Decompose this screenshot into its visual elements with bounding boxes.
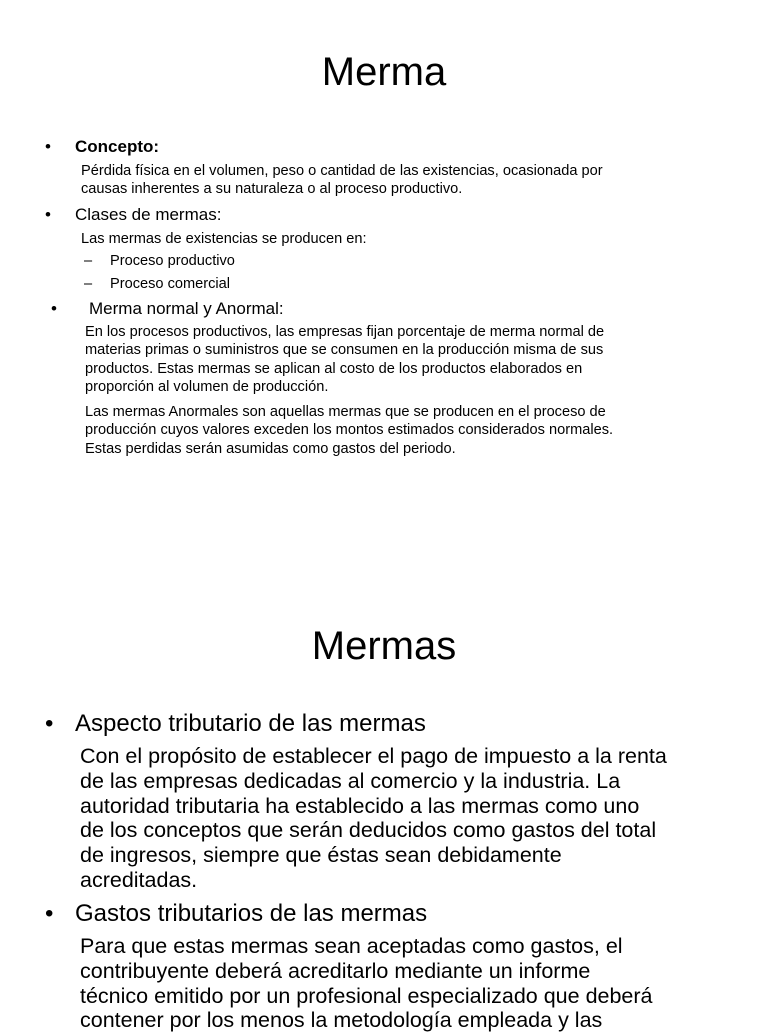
merma-normal-paragraph xyxy=(85,323,604,396)
text-line: materias primas o suministros que se consumen en la producción misma de sus xyxy=(85,342,604,359)
bullet-icon: • xyxy=(45,710,54,737)
text-line: proporción al volumen de producción. xyxy=(85,378,329,395)
slide-title: Mermas xyxy=(311,624,457,668)
text-line: productos. Estas mermas se aplican al costo de los productos elaborados en xyxy=(85,360,583,377)
text-line: técnico emitido por un profesional especializado que deberá xyxy=(80,983,653,1008)
gastos-heading: Gastos tributarios de las mermas xyxy=(75,900,428,927)
dash-icon: – xyxy=(84,276,93,292)
dash-item-label: Proceso productivo xyxy=(110,253,235,269)
text-line: producción cuyos valores exceden los montos estimados considerados normales. xyxy=(85,422,614,439)
clases-intro xyxy=(81,230,367,248)
bullet-icon: • xyxy=(51,299,57,318)
text-line: causas inherentes a su naturaleza o al proceso productivo. xyxy=(81,181,463,198)
dash-icon: – xyxy=(84,253,93,269)
text-line: autoridad tributaria ha establecido a las mermas como uno xyxy=(80,793,640,818)
text-line: Las mermas de existencias se producen en: xyxy=(81,231,367,247)
text-line: Estas perdidas serán asumidas como gastos del periodo. xyxy=(85,440,456,457)
clases-heading: Clases de mermas: xyxy=(75,205,222,224)
text-line: acreditadas. xyxy=(80,867,198,892)
merma-anormal-paragraph xyxy=(85,403,613,458)
text-line: contener por los menos la metodología empleada y las xyxy=(80,1008,603,1033)
text-line: de las empresas dedicadas al comercio y la industria. La xyxy=(80,768,621,793)
slide-mermas xyxy=(0,600,768,1033)
merma-normal-heading: Merma normal y Anormal: xyxy=(89,299,284,318)
concepto-paragraph xyxy=(81,162,603,199)
concepto-heading: Concepto: xyxy=(75,137,160,156)
aspecto-paragraph xyxy=(80,744,667,893)
bullet-icon: • xyxy=(45,900,54,927)
dash-item-label: Proceso comercial xyxy=(110,276,231,292)
text-line: Pérdida física en el volumen, peso o cantidad de las existencias, ocasionada por xyxy=(81,163,603,179)
text-line: En los procesos productivos, las empresas fijan porcentaje de merma normal de xyxy=(85,324,605,340)
text-line: contribuyente deberá acreditarlo mediante un informe xyxy=(80,958,591,983)
gastos-paragraph xyxy=(80,934,653,1033)
text-line: de los conceptos que serán deducidos como gastos del total xyxy=(80,818,657,843)
text-line: Para que estas mermas sean aceptadas como gastos, el xyxy=(80,934,623,958)
text-line: Con el propósito de establecer el pago de impuesto a la renta xyxy=(80,744,667,768)
slide-title: Merma xyxy=(321,50,447,94)
bullet-icon: • xyxy=(45,137,51,156)
bullet-icon: • xyxy=(45,205,51,224)
text-line: Las mermas Anormales son aquellas mermas que se producen en el proceso de xyxy=(85,404,606,420)
aspecto-heading: Aspecto tributario de las mermas xyxy=(75,710,426,737)
text-line: de ingresos, siempre que éstas sean debidamente xyxy=(80,843,562,868)
